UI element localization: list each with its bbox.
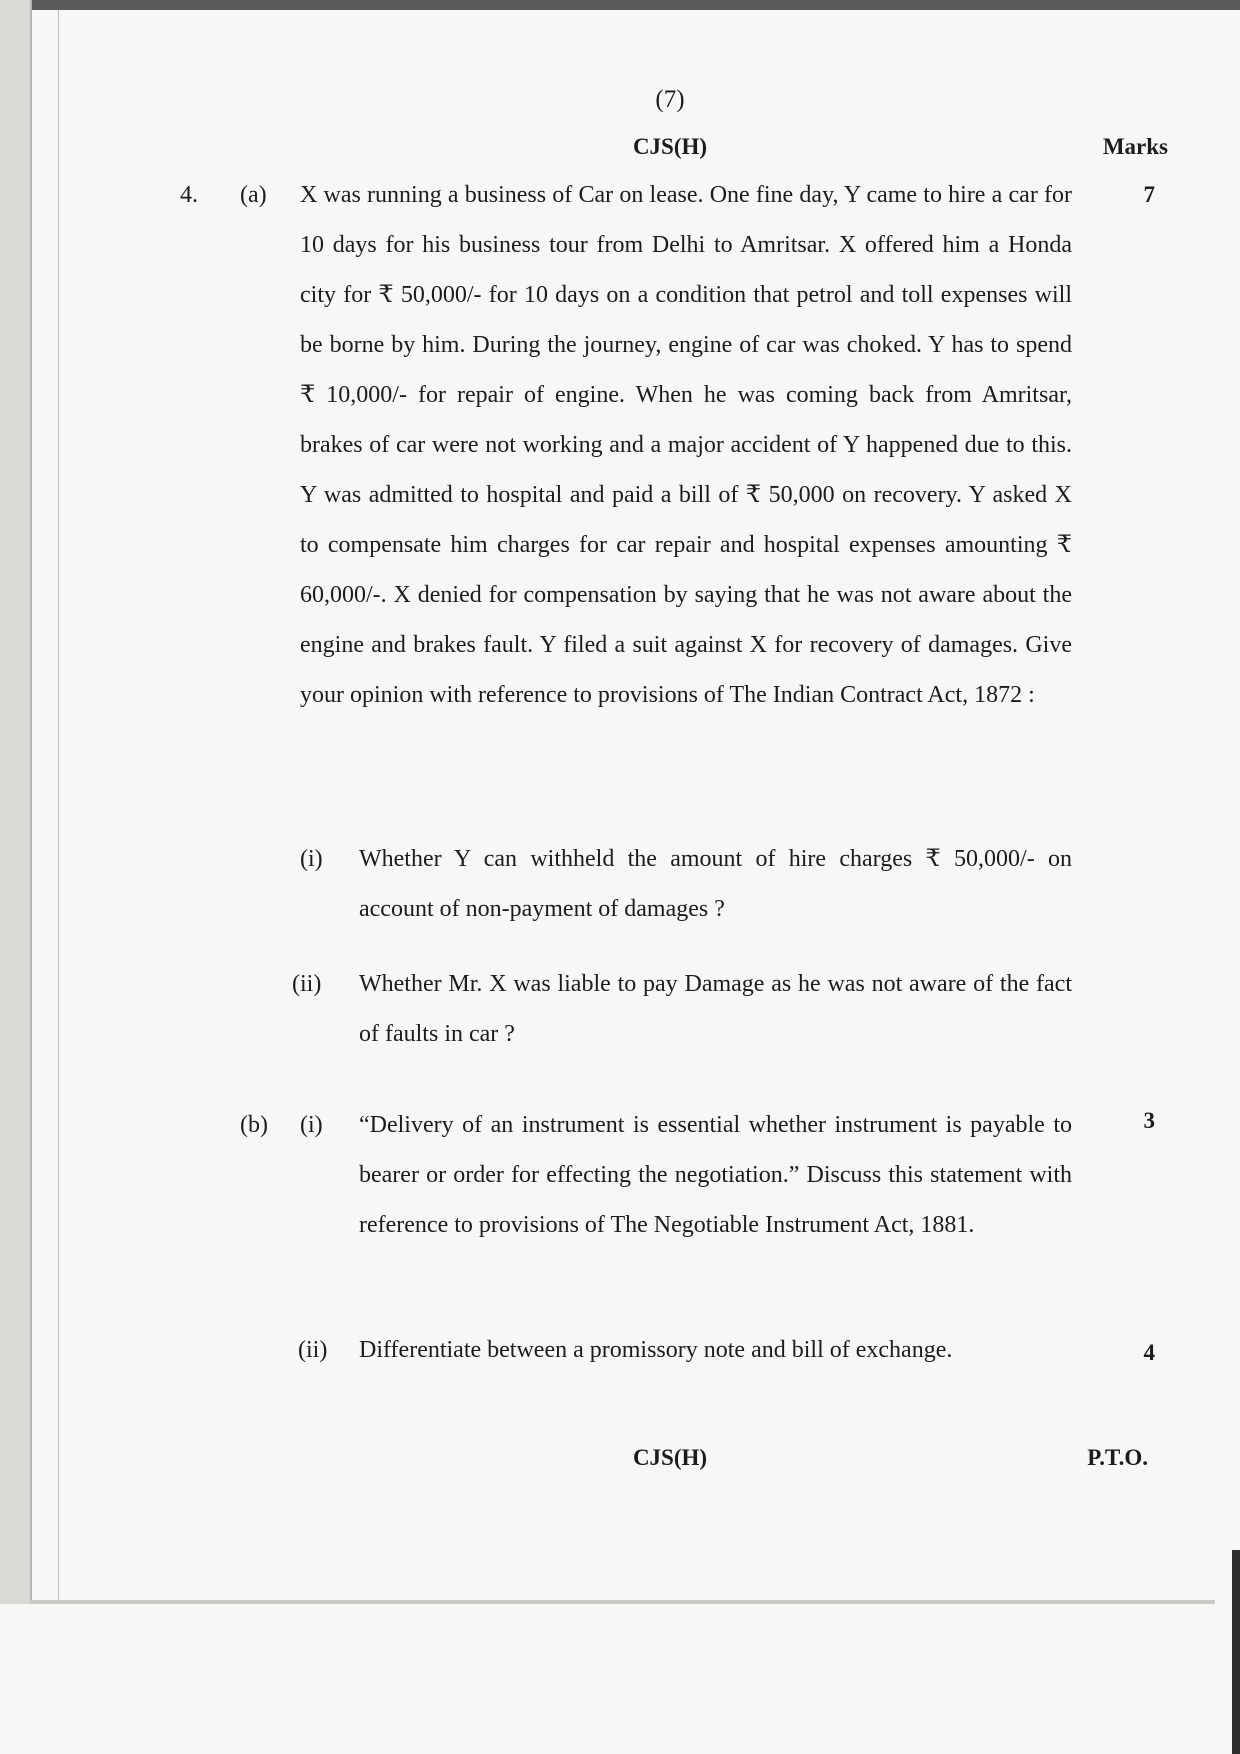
part-a-sub-i-text: Whether Y can withheld the amount of hire charges ₹ 50,000/- on account of non-payment of damages ? xyxy=(359,846,1072,922)
part-b-sub-i-text: “Delivery of an instrument is essential whether instrument is payable to bearer or order for effecting the negotiation.” Discuss this statement with reference to provisions of The Negotiable Instrument Act, 1881. xyxy=(359,1112,1072,1238)
part-b-sub-ii-marks: 4 xyxy=(1143,1340,1155,1365)
part-b-label: (b) xyxy=(240,1112,268,1138)
paper-code-footer: CJS(H) xyxy=(632,1445,708,1470)
scan-margin-line xyxy=(40,10,59,1600)
scan-edge-left xyxy=(0,0,32,1604)
marks-column-heading: Marks xyxy=(1102,134,1168,159)
part-b-sub-i-label: (i) xyxy=(300,1112,323,1138)
please-turn-over: P.T.O. xyxy=(1087,1445,1148,1470)
part-b-sub-i-marks: 3 xyxy=(1143,1108,1155,1133)
scan-edge-right xyxy=(1232,1550,1240,1754)
part-a-sub-ii-label: (ii) xyxy=(292,971,322,997)
page-number: (7) xyxy=(655,86,685,113)
part-b-sub-ii-text: Differentiate between a promissory note and bill of exchange. xyxy=(359,1337,953,1363)
question-number: 4. xyxy=(180,182,198,208)
part-b-sub-ii-label: (ii) xyxy=(298,1337,328,1363)
scan-edge-top xyxy=(0,0,1240,10)
part-a-text: X was running a business of Car on lease. One fine day, Y came to hire a car for 10 days for his business tour from Delhi to Amritsar. X offered him a Honda city for ₹ 50,000/- for 10 days on a condition that petrol and toll expenses will be borne by him. During the journey, engine of car was choked. Y has to spend ₹ 10,000/- for repair of engine. When he was coming back from Amritsar, brakes of car were not working and a major accident of Y happened due to this. Y was admitted to hospital and paid a bill of ₹ 50,000 on recovery. Y asked X to compensate him charges for car repair and hospital expenses amounting ₹ 60,000/-. X denied for compensation by saying that he was not aware about the engine and brakes fault. Y filed a suit against X for recovery of damages. Give your opinion with reference to provisions of The Indian Contract Act, 1872 : xyxy=(300,182,1072,708)
part-a-sub-ii-text: Whether Mr. X was liable to pay Damage as he was not aware of the fact of faults in car ? xyxy=(359,971,1072,1047)
paper-code-header: CJS(H) xyxy=(632,134,708,159)
part-a-marks: 7 xyxy=(1143,182,1155,207)
part-a-sub-i-label: (i) xyxy=(300,846,323,872)
part-a-label: (a) xyxy=(240,182,267,208)
scan-edge-bottom xyxy=(30,1600,1215,1604)
